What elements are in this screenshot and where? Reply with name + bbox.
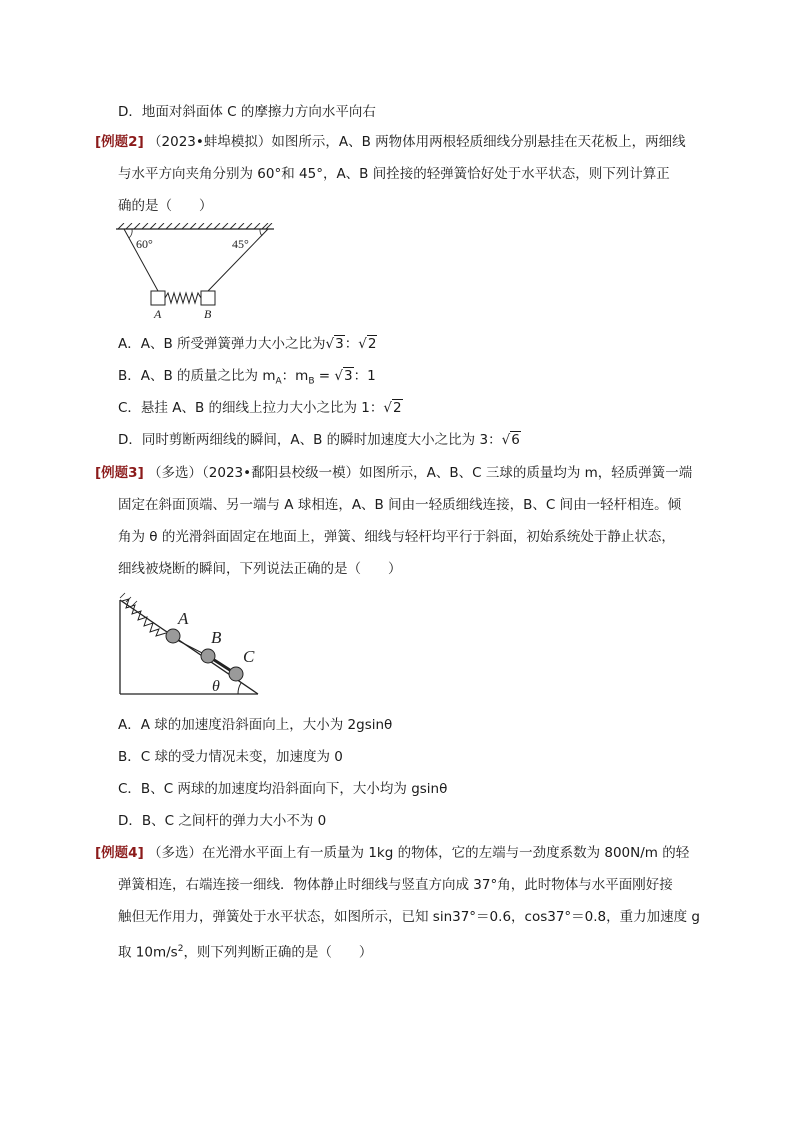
superscript: 2 (177, 944, 184, 954)
ex4-stem-line1: （多选）在光滑水平面上有一质量为 1kg 的物体，它的左端与一劲度系数为 800N/m 的轻 (148, 845, 690, 861)
ex2-stem-line2: 与水平方向夹角分别为 60°和 45°，A、B 间拴接的轻弹簧恰好处于水平状态，则下列计算正 (118, 166, 670, 182)
radicand: 3 (335, 336, 344, 352)
ex3-figure (112, 592, 267, 700)
block-a (151, 291, 165, 305)
block-b-label: B (204, 307, 212, 321)
ex2-option-b-text: B．A、B 的质量之比为 m (118, 368, 276, 384)
ex3-first-line (95, 463, 692, 483)
ex2-option-d-text: D．同时剪断两细线的瞬间，A、B 的瞬时加速度大小之比为 3： (118, 432, 502, 448)
ex2-option-c-text: C．悬挂 A、B 的细线上拉力大小之比为 1： (118, 400, 384, 416)
ex3-stem-line2: 固定在斜面顶端、另一端与 A 球相连，A、B 间由一轻质细线连接，B、C 间由一轻杆相连。倾 (118, 497, 682, 513)
angle-45-label: 45° (232, 237, 249, 251)
block-b (201, 291, 215, 305)
ex3-option-c: C．B、C 两球的加速度均沿斜面向下，大小均为 gsinθ (118, 781, 448, 797)
ex2-option-b-mid: ：m (281, 368, 309, 384)
spring (122, 599, 166, 636)
radicand: 6 (511, 432, 520, 448)
ex4-stem-line2: 弹簧相连，右端连接一细线．物体静止时细线与竖直方向成 37°角，此时物体与水平面刚好接 (118, 877, 673, 893)
spring (165, 293, 201, 303)
subscript: B (308, 376, 315, 387)
ex4-stem-line3: 触但无作用力，弹簧处于水平状态，如图所示，已知 sin37°＝0.6，cos37°＝0.8，重力加速度 g (118, 909, 701, 925)
ex2-option-b (118, 366, 376, 392)
q1-option-d: D．地面对斜面体 C 的摩擦力方向水平向右 (118, 104, 376, 120)
ex3-stem-line4: 细线被烧断的瞬间，下列说法正确的是（ ） (118, 561, 402, 577)
ex2-option-b-tail: ：1 (353, 368, 376, 384)
ex2-option-d (118, 430, 521, 450)
ex4-stem-line4-text: 取 10m/s (118, 944, 178, 961)
theta-arc (238, 683, 241, 694)
ex3-option-a: A．A 球的加速度沿斜面向上，大小为 2gsinθ (118, 717, 393, 733)
ball-c (229, 667, 243, 681)
ball-b (201, 649, 215, 663)
ex3-stem-line3: 角为 θ 的光滑斜面固定在地面上，弹簧、细线与轻杆均平行于斜面，初始系统处于静止状态， (118, 529, 675, 545)
sqrt-symbol: √6 (501, 432, 520, 448)
equals: = (314, 368, 335, 384)
sqrt-symbol: √2 (383, 400, 402, 416)
block-a-label: A (154, 307, 162, 321)
ex2-first-line (95, 132, 686, 152)
ex2-option-a-text: A．A、B 所受弹簧弹力大小之比为 (118, 336, 326, 352)
ex2-option-a (118, 334, 377, 354)
subscript: A (275, 376, 282, 387)
ex3-option-b: B．C 球的受力情况未变，加速度为 0 (118, 749, 343, 765)
sqrt-symbol: √3 (334, 368, 353, 384)
ball-b-label: B (211, 628, 222, 647)
ex2-stem-line1: （2023•蚌埠模拟）如图所示，A、B 两物体用两根轻质细线分别悬挂在天花板上，两细线 (148, 134, 686, 150)
ceiling-hatching (118, 223, 272, 229)
ex2-tag: [例题2] (95, 134, 144, 150)
angle-arc-left (129, 229, 132, 238)
ex4-stem-line4-tail: ，则下列判断正确的是（ ） (183, 944, 373, 961)
ex3-stem-line1: （多选）（2023•鄱阳县校级一模）如图所示，A、B、C 三球的质量均为 m，轻质弹簧一端 (148, 465, 693, 481)
sqrt-symbol: √3 (325, 336, 344, 352)
sqrt-symbol: √2 (358, 336, 377, 352)
radicand: 2 (393, 400, 402, 416)
ball-a (166, 629, 180, 643)
ex3-tag: [例题3] (95, 465, 144, 481)
theta-label: θ (212, 678, 220, 695)
ex3-option-d: D．B、C 之间杆的弹力大小不为 0 (118, 813, 327, 829)
ex4-tag: [例题4] (95, 845, 144, 861)
ex2-option-c (118, 398, 403, 418)
angle-60-label: 60° (136, 237, 153, 251)
ex4-stem-line4 (118, 939, 372, 963)
ratio-sep: ： (344, 336, 359, 352)
angle-arc-right (260, 229, 262, 236)
radicand: 3 (344, 368, 353, 384)
radicand: 2 (367, 336, 377, 352)
ball-c-label: C (243, 647, 255, 666)
ball-a-label: A (178, 609, 189, 628)
ex2-stem-line3: 确的是（ ） (118, 198, 213, 214)
ex4-first-line (95, 843, 689, 863)
ex2-figure (110, 223, 280, 323)
